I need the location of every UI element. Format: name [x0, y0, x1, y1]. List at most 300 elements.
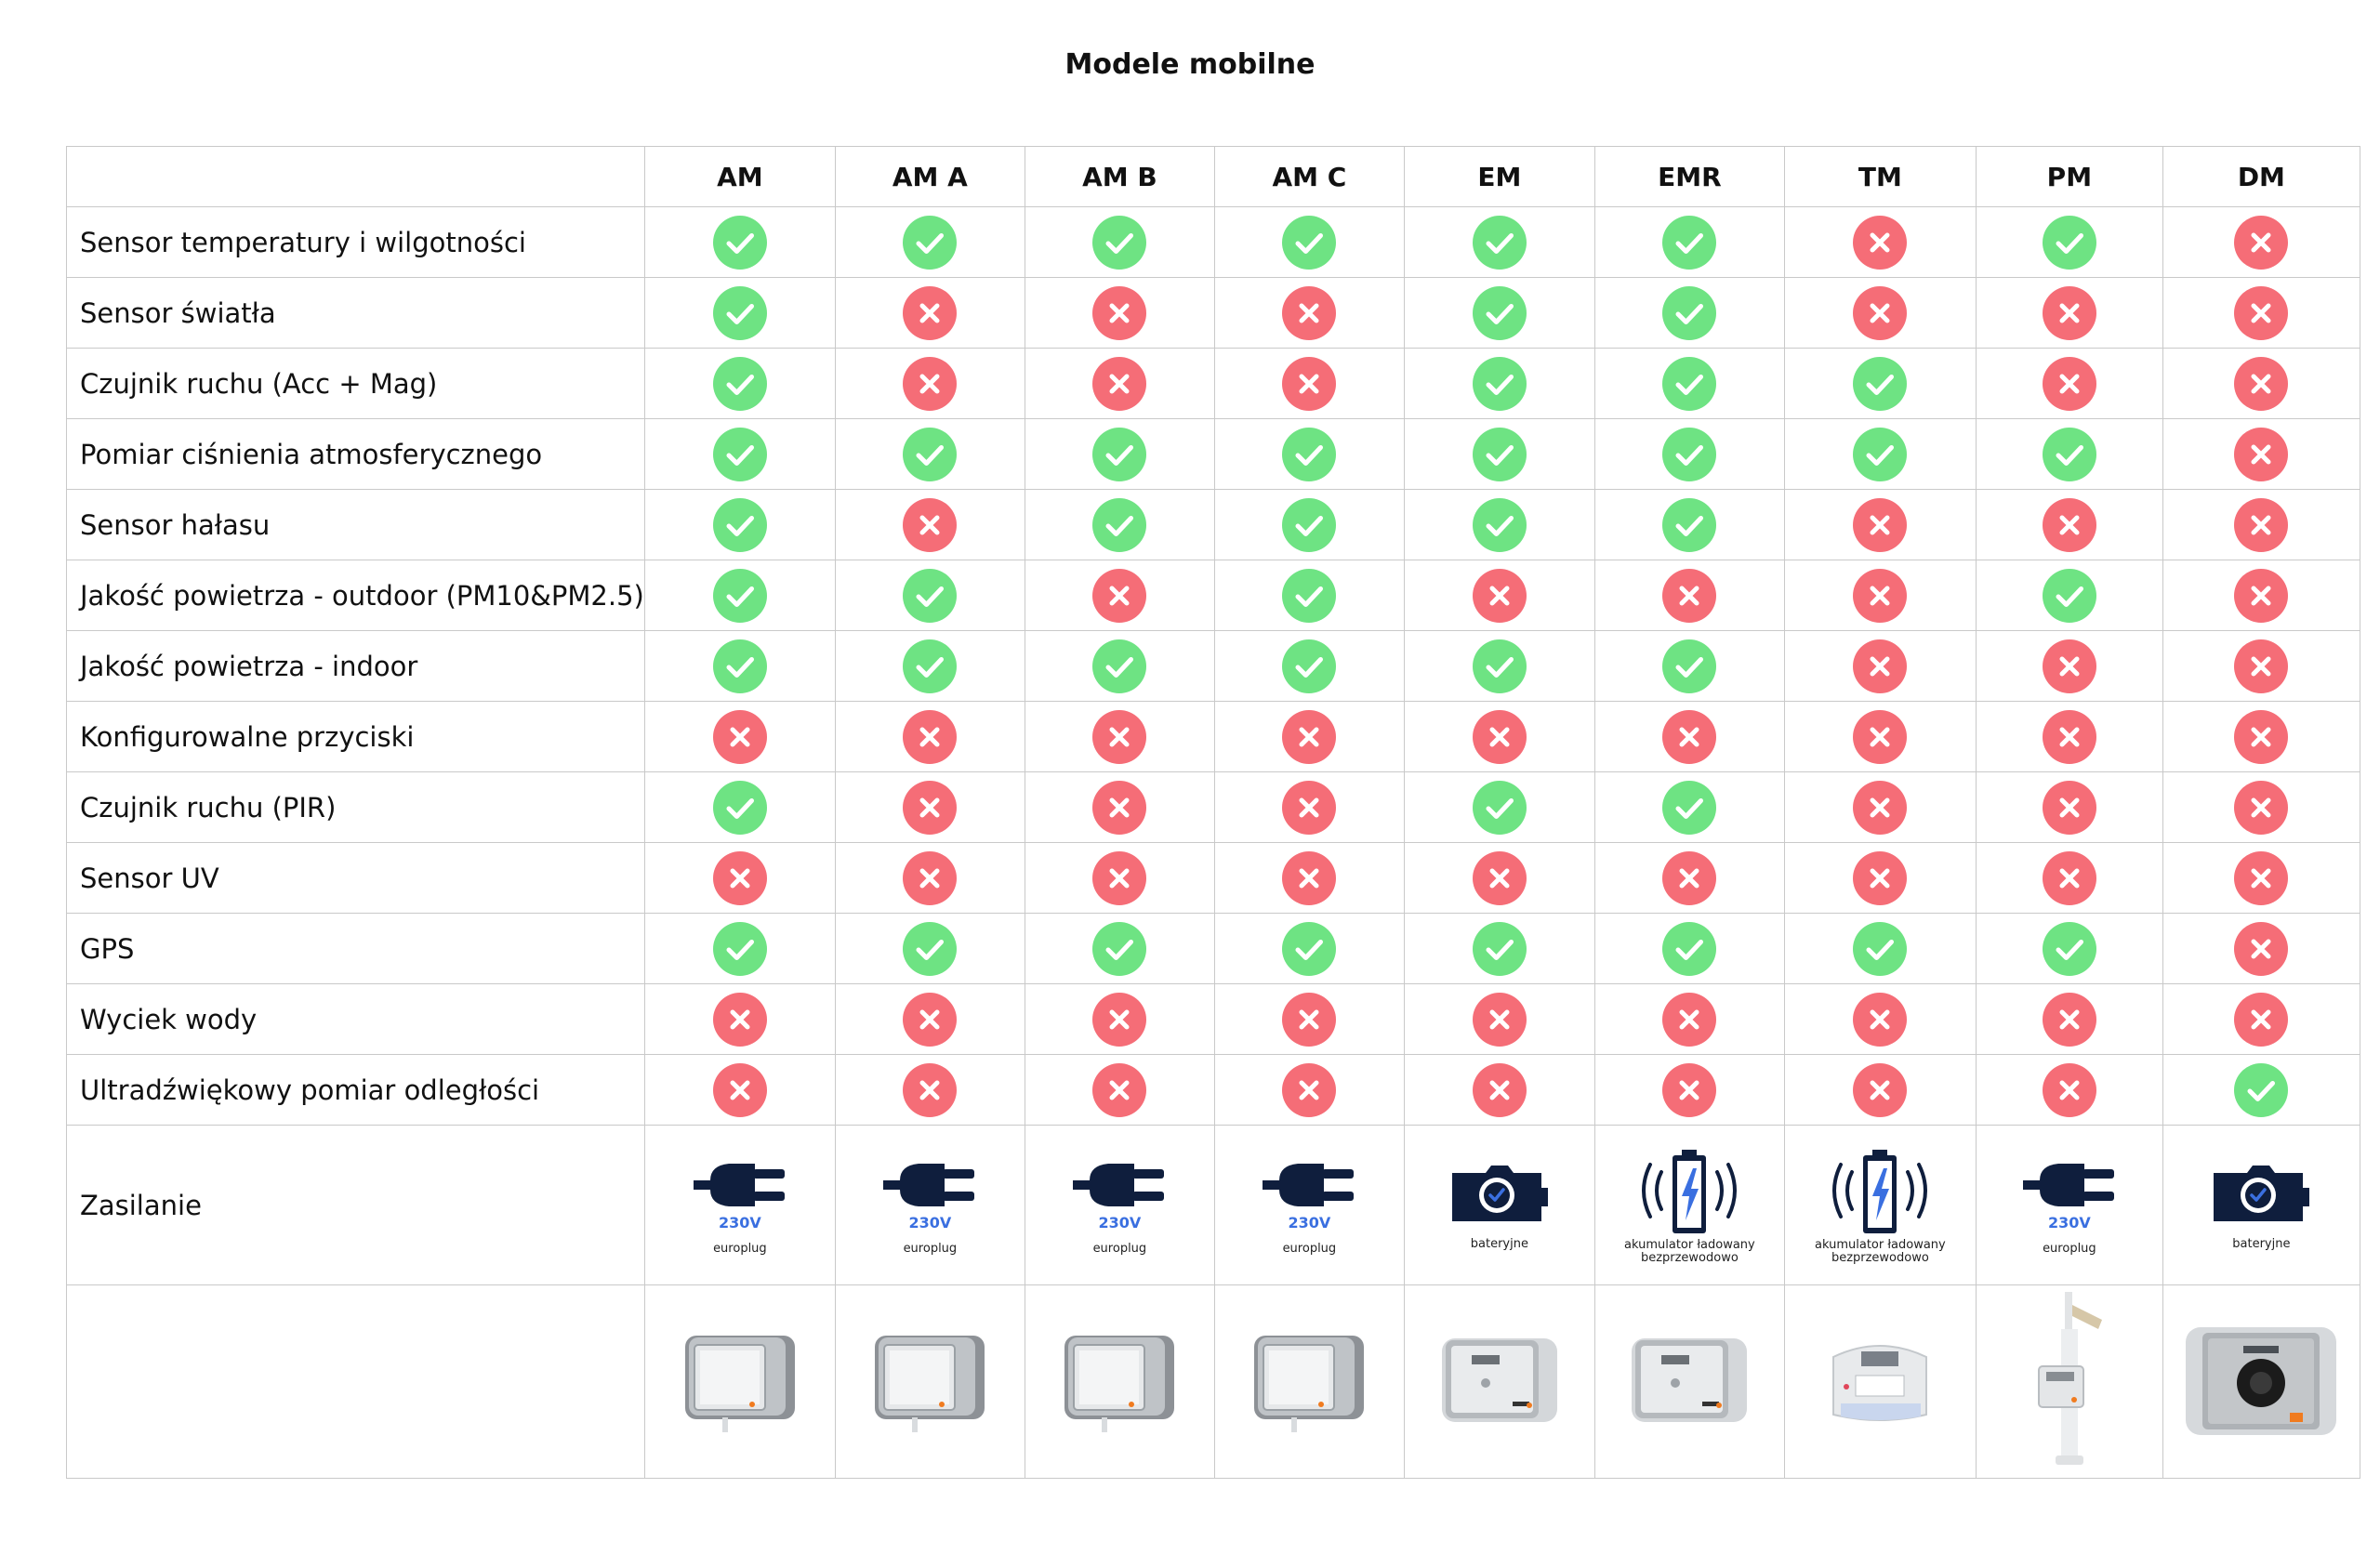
cross-icon	[1853, 993, 1907, 1047]
power-info	[1785, 1126, 1976, 1284]
box-device-image	[1249, 1324, 1369, 1440]
cross-icon	[1853, 1063, 1907, 1117]
power-cell	[1404, 1126, 1594, 1285]
power-label: Zasilanie	[67, 1126, 645, 1285]
model-header-am-b: AM B	[1025, 147, 1214, 207]
power-info	[645, 1126, 835, 1284]
check-icon	[1662, 498, 1716, 552]
cross-icon	[2043, 498, 2096, 552]
check-icon	[2043, 428, 2096, 481]
feature-cell	[1594, 560, 1784, 631]
feature-cell	[644, 207, 835, 278]
feature-cell	[1594, 278, 1784, 349]
check-icon	[1853, 428, 1907, 481]
feature-cell	[1025, 1055, 1214, 1126]
plug-icon	[692, 1154, 788, 1212]
feature-cell	[644, 984, 835, 1055]
cross-icon	[2234, 993, 2288, 1047]
cross-icon	[1473, 1063, 1527, 1117]
check-icon	[1853, 357, 1907, 411]
check-icon	[1092, 498, 1146, 552]
device-photo-cell	[1976, 1285, 2162, 1479]
cross-icon	[903, 286, 957, 340]
check-icon	[1282, 922, 1336, 976]
cross-icon	[2043, 781, 2096, 835]
model-header-emr: EMR	[1594, 147, 1784, 207]
cross-icon	[2043, 851, 2096, 905]
feature-cell	[835, 278, 1025, 349]
feature-cell	[1214, 349, 1404, 419]
check-icon	[1473, 498, 1527, 552]
feature-cell	[2162, 984, 2360, 1055]
feature-cell	[1784, 843, 1976, 914]
plug-icon	[1071, 1154, 1168, 1212]
cross-icon	[2043, 639, 2096, 693]
cross-icon	[1092, 851, 1146, 905]
sezo-device-image	[1435, 1329, 1565, 1435]
box-device-image	[1059, 1324, 1180, 1440]
cross-icon	[1092, 286, 1146, 340]
feature-cell	[1404, 419, 1594, 490]
cross-icon	[713, 710, 767, 764]
feature-cell	[1594, 349, 1784, 419]
check-icon	[1282, 639, 1336, 693]
check-icon	[1473, 639, 1527, 693]
cross-icon	[1853, 216, 1907, 270]
feature-label: Wyciek wody	[67, 984, 645, 1055]
feature-cell	[1594, 207, 1784, 278]
cross-icon	[2234, 639, 2288, 693]
cross-icon	[2234, 216, 2288, 270]
feature-cell	[1025, 772, 1214, 843]
feature-cell	[1594, 914, 1784, 984]
feature-cell	[1404, 490, 1594, 560]
check-icon	[903, 216, 957, 270]
cross-icon	[1853, 498, 1907, 552]
feature-cell	[1594, 1055, 1784, 1126]
check-icon	[713, 569, 767, 623]
power-type-label: europlug	[713, 1242, 767, 1256]
feature-cell	[1594, 772, 1784, 843]
cross-icon	[1282, 710, 1336, 764]
feature-cell	[644, 631, 835, 702]
cross-icon	[1853, 639, 1907, 693]
device-photo-cell	[1025, 1285, 1214, 1479]
feature-cell	[1214, 631, 1404, 702]
feature-cell	[2162, 560, 2360, 631]
feature-cell	[1214, 560, 1404, 631]
cross-icon	[2043, 993, 2096, 1047]
feature-cell	[1976, 490, 2162, 560]
cross-icon	[1853, 710, 1907, 764]
feature-row	[67, 207, 2360, 278]
feature-label: Konfigurowalne przyciski	[67, 702, 645, 772]
power-type-label: europlug	[1092, 1242, 1147, 1256]
check-icon	[1662, 286, 1716, 340]
feature-cell	[835, 560, 1025, 631]
voltage-label: 230V	[908, 1214, 952, 1231]
device-photo-cell	[1404, 1285, 1594, 1479]
feature-cell	[2162, 1055, 2360, 1126]
feature-row	[67, 349, 2360, 419]
feature-cell	[1025, 490, 1214, 560]
feature-cell	[1784, 207, 1976, 278]
cross-icon	[1282, 851, 1336, 905]
check-icon	[713, 922, 767, 976]
check-icon	[1092, 428, 1146, 481]
cross-icon	[1473, 993, 1527, 1047]
feature-cell	[1784, 702, 1976, 772]
cross-icon	[1662, 1063, 1716, 1117]
feature-cell	[1025, 843, 1214, 914]
feature-cell	[1404, 843, 1594, 914]
feature-row	[67, 1055, 2360, 1126]
cross-icon	[2234, 922, 2288, 976]
feature-cell	[644, 419, 835, 490]
feature-cell	[835, 490, 1025, 560]
feature-row	[67, 772, 2360, 843]
feature-row	[67, 419, 2360, 490]
power-cell	[2162, 1126, 2360, 1285]
cross-icon	[1853, 851, 1907, 905]
power-cell	[1976, 1126, 2162, 1285]
feature-cell	[1976, 702, 2162, 772]
feature-cell	[835, 419, 1025, 490]
feature-label: Pomiar ciśnienia atmosferycznego	[67, 419, 645, 490]
feature-cell	[2162, 419, 2360, 490]
feature-cell	[644, 772, 835, 843]
check-icon	[713, 781, 767, 835]
feature-cell	[1784, 772, 1976, 843]
pole-device-image	[2018, 1292, 2121, 1472]
check-icon	[1662, 922, 1716, 976]
power-info	[1025, 1126, 1214, 1284]
check-icon	[1282, 498, 1336, 552]
cross-icon	[1092, 569, 1146, 623]
feature-cell	[1404, 631, 1594, 702]
feature-cell	[835, 843, 1025, 914]
feature-cell	[1976, 984, 2162, 1055]
page-title: Modele mobilne	[1064, 48, 1316, 81]
feature-cell	[835, 984, 1025, 1055]
device-photo-cell	[835, 1285, 1025, 1479]
feature-cell	[644, 490, 835, 560]
feature-cell	[2162, 702, 2360, 772]
feature-cell	[1214, 984, 1404, 1055]
feature-label: Sensor UV	[67, 843, 645, 914]
feature-cell	[1976, 560, 2162, 631]
empty-label-cell	[67, 1285, 645, 1479]
feature-cell	[1784, 914, 1976, 984]
feature-cell	[1976, 772, 2162, 843]
feature-cell	[2162, 843, 2360, 914]
model-header-am: AM	[644, 147, 835, 207]
check-icon	[903, 922, 957, 976]
check-icon	[903, 569, 957, 623]
feature-cell	[1214, 490, 1404, 560]
feature-cell	[1404, 560, 1594, 631]
feature-cell	[1976, 843, 2162, 914]
feature-cell	[2162, 349, 2360, 419]
feature-cell	[644, 914, 835, 984]
feature-cell	[1025, 702, 1214, 772]
feature-cell	[1404, 984, 1594, 1055]
power-info	[1977, 1126, 2162, 1284]
feature-row	[67, 984, 2360, 1055]
feature-cell	[1214, 702, 1404, 772]
power-type-label: akumulator ładowany bezprzewodowo	[1815, 1237, 1946, 1265]
feature-cell	[1404, 278, 1594, 349]
feature-cell	[644, 560, 835, 631]
check-icon	[713, 498, 767, 552]
check-icon	[1662, 428, 1716, 481]
check-icon	[2043, 922, 2096, 976]
power-type-label: bateryjne	[2232, 1236, 2291, 1251]
voltage-label: 230V	[718, 1214, 761, 1231]
model-header-am-c: AM C	[1214, 147, 1404, 207]
feature-cell	[1784, 349, 1976, 419]
feature-label: Sensor hałasu	[67, 490, 645, 560]
feature-cell	[1976, 278, 2162, 349]
feature-cell	[1594, 419, 1784, 490]
power-type-label: akumulator ładowany bezprzewodowo	[1624, 1237, 1755, 1265]
cross-icon	[903, 1063, 957, 1117]
check-icon	[903, 639, 957, 693]
cross-icon	[903, 993, 957, 1047]
feature-cell	[1594, 631, 1784, 702]
cross-icon	[2043, 710, 2096, 764]
cross-icon	[2234, 428, 2288, 481]
cross-icon	[903, 498, 957, 552]
feature-cell	[1594, 702, 1784, 772]
feature-cell	[1784, 278, 1976, 349]
box-device-image	[869, 1324, 990, 1440]
check-icon	[1282, 216, 1336, 270]
cross-icon	[2043, 357, 2096, 411]
cross-icon	[1853, 286, 1907, 340]
feature-cell	[835, 631, 1025, 702]
voltage-label: 230V	[1288, 1214, 1331, 1231]
feature-cell	[1594, 843, 1784, 914]
corner-cell	[67, 147, 645, 207]
cross-icon	[1662, 710, 1716, 764]
cross-icon	[2234, 498, 2288, 552]
check-icon	[1282, 569, 1336, 623]
model-header-em: EM	[1404, 147, 1594, 207]
feature-row	[67, 702, 2360, 772]
cross-icon	[2234, 781, 2288, 835]
power-cell	[644, 1126, 835, 1285]
cross-icon	[1282, 993, 1336, 1047]
dm-device-image	[2182, 1320, 2340, 1444]
feature-cell	[1404, 702, 1594, 772]
feature-cell	[2162, 631, 2360, 702]
power-info	[1215, 1126, 1404, 1284]
cross-icon	[713, 993, 767, 1047]
box-device-image	[680, 1324, 800, 1440]
feature-cell	[1404, 1055, 1594, 1126]
power-type-label: europlug	[1282, 1242, 1337, 1256]
model-header-dm: DM	[2162, 147, 2360, 207]
check-icon	[1662, 216, 1716, 270]
sezo-device-image	[1624, 1329, 1754, 1435]
cross-icon	[903, 851, 957, 905]
feature-cell	[1976, 631, 2162, 702]
cross-icon	[1092, 1063, 1146, 1117]
feature-label: Czujnik ruchu (PIR)	[67, 772, 645, 843]
cross-icon	[1662, 851, 1716, 905]
check-icon	[713, 357, 767, 411]
feature-label: Jakość powietrza - outdoor (PM10&PM2.5)	[67, 560, 645, 631]
feature-cell	[1404, 207, 1594, 278]
wireless-battery-icon	[1824, 1146, 1936, 1235]
cross-icon	[2043, 286, 2096, 340]
feature-cell	[1784, 419, 1976, 490]
check-icon	[1473, 428, 1527, 481]
check-icon	[1092, 216, 1146, 270]
feature-cell	[1784, 560, 1976, 631]
feature-cell	[1594, 984, 1784, 1055]
check-icon	[1092, 922, 1146, 976]
feature-cell	[2162, 278, 2360, 349]
feature-cell	[1976, 349, 2162, 419]
feature-cell	[2162, 207, 2360, 278]
model-header-pm: PM	[1976, 147, 2162, 207]
feature-cell	[1025, 631, 1214, 702]
feature-row	[67, 631, 2360, 702]
cross-icon	[2234, 569, 2288, 623]
cross-icon	[1092, 781, 1146, 835]
feature-cell	[644, 1055, 835, 1126]
power-info	[1595, 1126, 1784, 1284]
cross-icon	[713, 851, 767, 905]
feature-cell	[835, 207, 1025, 278]
power-info	[2163, 1126, 2360, 1284]
plug-icon	[881, 1154, 978, 1212]
feature-cell	[1784, 984, 1976, 1055]
cross-icon	[1662, 569, 1716, 623]
feature-label: Sensor światła	[67, 278, 645, 349]
feature-cell	[1784, 490, 1976, 560]
feature-cell	[1214, 419, 1404, 490]
cross-icon	[2234, 286, 2288, 340]
feature-cell	[1214, 1055, 1404, 1126]
power-cell	[1594, 1126, 1784, 1285]
cross-icon	[1092, 993, 1146, 1047]
check-icon	[1473, 286, 1527, 340]
feature-cell	[1214, 843, 1404, 914]
feature-cell	[835, 349, 1025, 419]
device-photo-cell	[644, 1285, 835, 1479]
feature-cell	[1025, 984, 1214, 1055]
device-photo-cell	[1594, 1285, 1784, 1479]
feature-cell	[1976, 1055, 2162, 1126]
feature-cell	[1214, 772, 1404, 843]
cross-icon	[903, 781, 957, 835]
power-cell	[835, 1126, 1025, 1285]
cross-icon	[1282, 286, 1336, 340]
feature-cell	[1025, 419, 1214, 490]
check-icon	[713, 286, 767, 340]
feature-cell	[1025, 278, 1214, 349]
cross-icon	[1473, 851, 1527, 905]
check-icon	[1662, 781, 1716, 835]
feature-cell	[1214, 207, 1404, 278]
cross-icon	[1662, 993, 1716, 1047]
cross-icon	[2234, 357, 2288, 411]
check-icon	[1662, 357, 1716, 411]
cross-icon	[903, 710, 957, 764]
feature-label: Ultradźwiękowy pomiar odległości	[67, 1055, 645, 1126]
cross-icon	[1092, 710, 1146, 764]
power-row	[67, 1126, 2360, 1285]
battery-icon	[1448, 1160, 1551, 1227]
power-info	[836, 1126, 1025, 1284]
feature-cell	[1214, 278, 1404, 349]
check-icon	[1092, 639, 1146, 693]
feature-cell	[1214, 914, 1404, 984]
feature-cell	[835, 772, 1025, 843]
check-icon	[713, 639, 767, 693]
check-icon	[1473, 357, 1527, 411]
check-icon	[2043, 569, 2096, 623]
feature-cell	[2162, 772, 2360, 843]
feature-cell	[1404, 349, 1594, 419]
device-photo-cell	[2162, 1285, 2360, 1479]
model-header-tm: TM	[1784, 147, 1976, 207]
feature-row	[67, 490, 2360, 560]
power-type-label: europlug	[2043, 1242, 2096, 1256]
cross-icon	[1473, 569, 1527, 623]
feature-cell	[1784, 631, 1976, 702]
cross-icon	[1282, 781, 1336, 835]
feature-cell	[1404, 772, 1594, 843]
feature-cell	[644, 843, 835, 914]
check-icon	[1473, 922, 1527, 976]
feature-cell	[644, 278, 835, 349]
voltage-label: 230V	[2047, 1214, 2091, 1231]
feature-cell	[2162, 490, 2360, 560]
feature-cell	[1404, 914, 1594, 984]
device-photo-cell	[1784, 1285, 1976, 1479]
cross-icon	[1092, 357, 1146, 411]
feature-cell	[1976, 419, 2162, 490]
cross-icon	[1853, 781, 1907, 835]
feature-label: Jakość powietrza - indoor	[67, 631, 645, 702]
device-photo-cell	[1214, 1285, 1404, 1479]
cross-icon	[713, 1063, 767, 1117]
feature-cell	[644, 349, 835, 419]
cross-icon	[1853, 569, 1907, 623]
check-icon	[1473, 781, 1527, 835]
tm-device-image	[1824, 1329, 1936, 1435]
feature-cell	[1784, 1055, 1976, 1126]
feature-row	[67, 914, 2360, 984]
cross-icon	[2234, 710, 2288, 764]
comparison-table	[66, 146, 2360, 1479]
feature-row	[67, 278, 2360, 349]
feature-label: Sensor temperatury i wilgotności	[67, 207, 645, 278]
feature-cell	[1025, 349, 1214, 419]
power-cell	[1025, 1126, 1214, 1285]
feature-row	[67, 560, 2360, 631]
cross-icon	[903, 357, 957, 411]
check-icon	[713, 428, 767, 481]
cross-icon	[1282, 1063, 1336, 1117]
power-cell	[1784, 1126, 1976, 1285]
cross-icon	[1282, 357, 1336, 411]
check-icon	[1853, 922, 1907, 976]
